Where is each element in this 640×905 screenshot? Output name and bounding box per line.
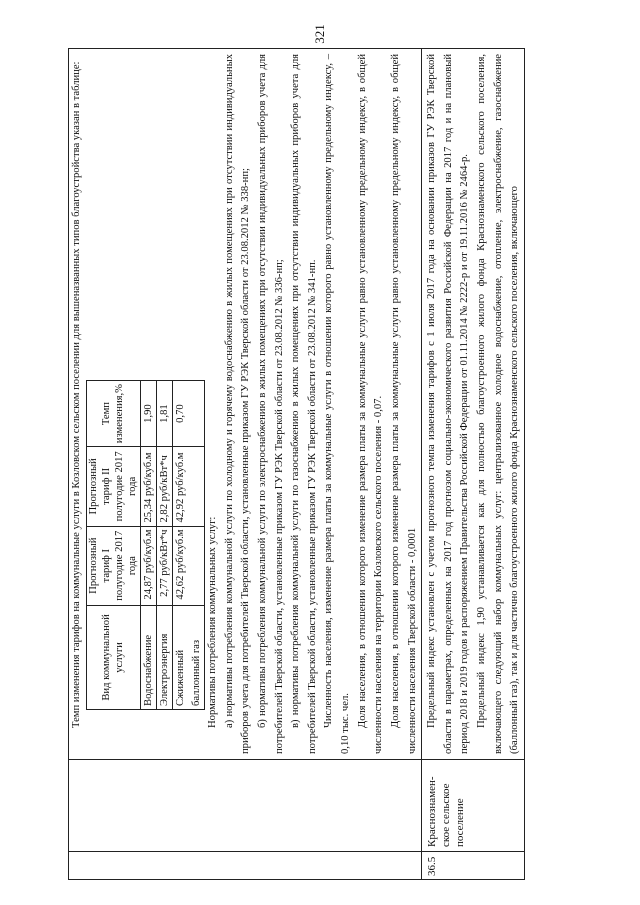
settlement-name-line2: ское сельское <box>439 783 452 847</box>
cell-tariff-h2: 42,92 руб/куб.м <box>173 447 205 526</box>
tariff-row-gas <box>173 381 205 710</box>
index-scope-paragraph: Предельный индекс 1,90 устанавливается как для полностью благоустроенного жилого фонда Краснознаменского сельского поселения, включающего следующий набор коммунальных услуг: централизованное холодное водоснабжение, отопление, электроснабжение, газоснабжение (баллонный газ), так и для частично благоустроенного жилого фонда Краснознаменского сельского поселения, включающего <box>476 54 521 754</box>
cell-rate: 1,81 <box>156 381 172 447</box>
header-service: Вид коммунальной услуги <box>86 605 140 709</box>
rotated-page-content <box>68 48 521 880</box>
cell-tariff-h2: 2,82 руб/кВт*ч <box>156 447 172 526</box>
share-region-text: Доля населения, в отношении которого изменение размера платы за коммунальные услуги равно установленному предельному индексу, в общей численности населения Тверской области - 0,0001 <box>389 54 418 754</box>
tariff-intro-text: Темп изменения тарифов на коммунальные услуги в Козловском сельском поселении для вышеназванных типов благоустройства указан в таблице: <box>71 61 82 728</box>
population-text: Численность населения, изменение размера платы за коммунальные услуги в отношении которого равно установленному предельному индексу, – 0,10 тыс. чел. <box>323 54 351 754</box>
settlement-name-line1: Краснознамен- <box>426 776 439 847</box>
cell-rate: 0,70 <box>173 381 205 447</box>
cell-service: Сжиженный баллонный газ <box>173 605 205 709</box>
settlement-name-cell <box>422 760 525 852</box>
header-tariff-h1: Прогнозный тариф I полугодие 2017 года <box>86 526 140 605</box>
prev-row-description <box>69 49 421 759</box>
cell-tariff-h1: 2,77 руб/кВт*ч <box>156 526 172 605</box>
tariff-table-header <box>86 381 140 710</box>
norms-heading: Нормативы потребления коммунальных услуг: <box>207 516 218 728</box>
header-tariff-h2: Прогнозный тариф II полугодие 2017 года <box>86 447 140 526</box>
prev-row-desc-cell <box>69 49 422 760</box>
page-number <box>304 18 336 50</box>
row-number: 36.5 <box>426 856 439 876</box>
tariff-row-electricity <box>156 381 172 710</box>
cell-tariff-h1: 24,87 руб/куб.м <box>140 526 156 605</box>
tariff-row-water <box>140 381 156 710</box>
cell-service: Электроэнергия <box>156 605 172 709</box>
cell-service: Водоснабжение <box>140 605 156 709</box>
cell-tariff-h2: 25,34 руб/куб.м <box>140 447 156 526</box>
prev-row-number-cell <box>69 852 422 880</box>
settlement-desc-cell <box>422 49 525 760</box>
settlement-description <box>422 49 524 759</box>
prev-row-name-cell <box>69 760 422 852</box>
table-row-36-5 <box>422 49 525 880</box>
cell-tariff-h1: 42,62 руб/куб.м <box>173 526 205 605</box>
page-number-text: 321 <box>312 24 327 44</box>
header-rate: Темп изменения,% <box>86 381 140 447</box>
share-settlement-text: Доля населения, в отношении которого изменение размера платы за коммунальные услуги равно установленному предельному индексу, в общей численности населения на территории Козловского сельского поселения - 0,07. <box>356 54 385 754</box>
row-number-cell <box>422 852 525 880</box>
tariff-table-wrapper <box>86 54 205 754</box>
table-row-prev <box>69 49 422 880</box>
norm-b-text: б) нормативы потребления коммунальной услуги по электроснабжению в жилых помещениях при отсутствии индивидуальных приборов учета для потребителей Тверской области, установленные приказом ГУ РЭК Тверской области от 23.08.2012 № 336-нп; <box>256 54 285 754</box>
norm-a-text: а) нормативы потребления коммунальной услуги по холодному и горячему водоснабжению в жилых помещениях при отсутствии индивидуальных приборов учета для потребителей Тверской области, установленные приказом ГУ РЭК Тверской области от 23.08.2012 № 338-нп; <box>223 54 252 754</box>
settlement-name-line3: поселение <box>453 798 466 847</box>
norm-c-text: в) нормативы потребления коммунальной услуги по газоснабжению в жилых помещениях при отсутствии индивидуальных приборов учета для потребителей Тверской области, установленные приказом ГУ РЭК Тверской области от 23.08.2012 № 341-нп. <box>290 54 318 754</box>
main-table <box>68 48 525 880</box>
cell-rate: 1,90 <box>140 381 156 447</box>
index-basis-paragraph: Предельный индекс установлен с учетом прогнозного темпа изменения тарифов с 1 июля 2017 года на основании приказов ГУ РЭК Тверской области в параметрах, определенных на 2017 год прогнозом социально-экономического развития Российской Федерации на 2017 год и на плановый период 2018 и 2019 годов и распоряжением Правительства Российской Федерации от 01.11.2014 № 2222-р и от 19.11.2016 № 2464-р. <box>426 54 471 754</box>
tariff-table <box>86 380 205 710</box>
